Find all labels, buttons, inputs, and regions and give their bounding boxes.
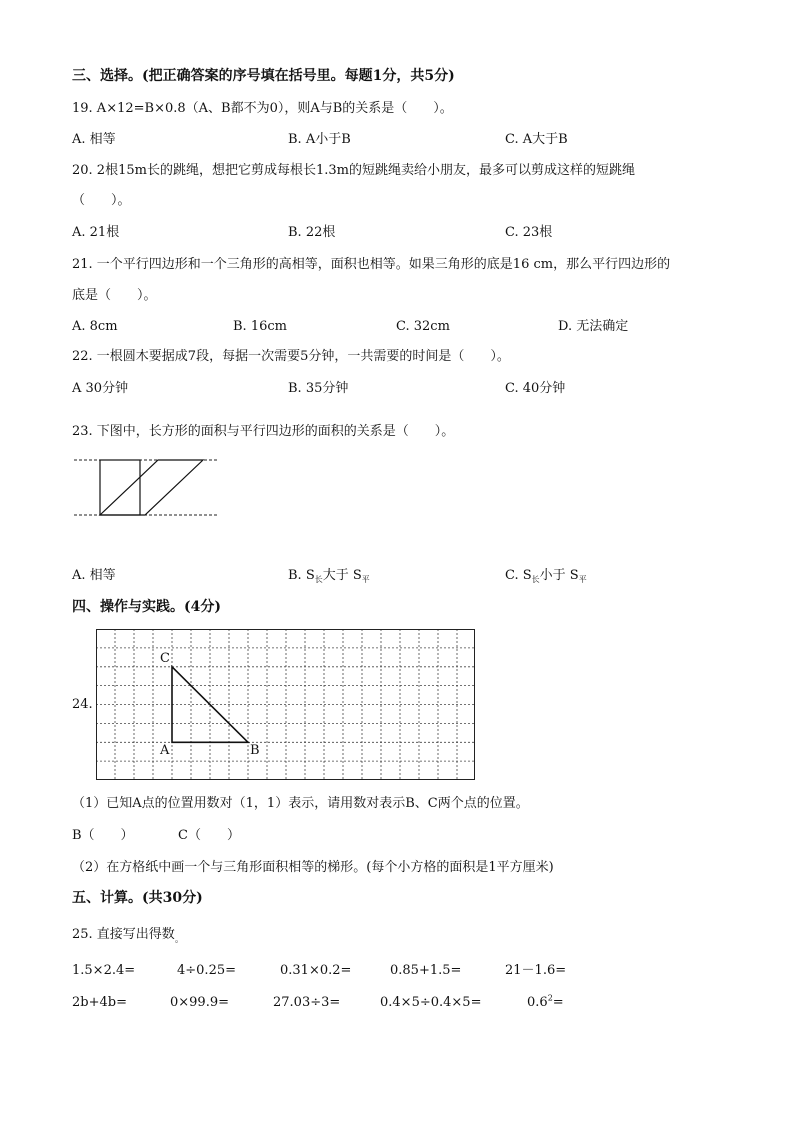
point-b-label: B — [250, 743, 260, 758]
q22-option-b: B. 35分钟 — [288, 381, 349, 396]
q22-option-a: A 30分钟 — [72, 381, 129, 396]
q19-stem: 19. A×12=B×0.8（A、B都不为0），则A与B的关系是（ ）。 — [72, 101, 453, 116]
calc-item: 21－1.6= — [505, 963, 567, 978]
calc-item: 0.85+1.5= — [390, 963, 462, 978]
calc-item: 0.4×5÷0.4×5= — [380, 995, 482, 1010]
q24-part1: （1）已知A点的位置用数对（1，1）表示，请用数对表示B、C两个点的位置。 — [72, 796, 529, 811]
calc-item: 27.03÷3= — [273, 995, 341, 1010]
parallelogram-shape — [100, 460, 203, 515]
q21-option-b: B. 16cm — [233, 319, 287, 334]
q20-option-c: C. 23根 — [505, 225, 553, 240]
q23-option-b: B. $S_长$大于 $S_平$ — [288, 568, 370, 584]
q23-option-a: A. 相等 — [72, 568, 116, 583]
q25-stem: 25. 直接写出得数$_。$ — [72, 927, 184, 945]
q20-stem: 20. 2根15m长的跳绳，想把它剪成每根长1.3m的短跳绳卖给小朋友，最多可以剪成这样的短跳绳 — [72, 163, 635, 178]
q19-option-a: A. 相等 — [72, 132, 116, 147]
q24-b-answer: B（ ） — [72, 828, 134, 843]
section5-heading: 五、计算。(共30分) — [72, 890, 203, 906]
q21-option-a: A. 8cm — [72, 319, 118, 334]
q20-stem-continued: （ ）。 — [72, 193, 131, 208]
q23-stem: 23. 下图中，长方形的面积与平行四边形的面积的关系是（ ）。 — [72, 424, 455, 439]
q24-part2: （2）在方格纸中画一个与三角形面积相等的梯形。(每个小方格的面积是1平方厘米) — [72, 860, 554, 875]
point-c-label: C — [160, 651, 170, 666]
q23-option-c: C. $S_长$小于 $S_平$ — [505, 568, 587, 584]
section3-heading: 三、选择。(把正确答案的序号填在括号里。每题1分，共5分) — [72, 68, 455, 84]
q20-option-b: B. 22根 — [288, 225, 336, 240]
calc-item-power: $0.6^2=$ — [527, 993, 564, 1010]
rectangle-shape — [100, 460, 140, 515]
q21-option-d: D. 无法确定 — [558, 319, 629, 334]
q23-figure — [72, 458, 222, 520]
section4-heading: 四、操作与实践。(4分) — [72, 599, 221, 615]
point-a-label: A — [160, 743, 170, 758]
q19-option-c: C. A大于B — [505, 132, 568, 147]
q21-stem: 21. 一个平行四边形和一个三角形的高相等，面积也相等。如果三角形的底是16 cm，那么平行四边形的 — [72, 257, 671, 272]
grid-lines — [96, 629, 475, 780]
q24-grid-figure — [96, 629, 476, 781]
calc-item: 0.31×0.2= — [280, 963, 352, 978]
q20-option-a: A. 21根 — [72, 225, 120, 240]
q19-option-b: B. A小于B — [288, 132, 351, 147]
q22-stem: 22. 一根圆木要据成7段，每据一次需要5分钟，一共需要的时间是（ ）。 — [72, 349, 510, 364]
calc-item: 0×99.9= — [170, 995, 230, 1010]
calc-item: 4÷0.25= — [177, 963, 237, 978]
q21-option-c: C. 32cm — [396, 319, 450, 334]
q21-stem-continued: 底是（ ）。 — [72, 288, 157, 303]
calc-item: 1.5×2.4= — [72, 963, 136, 978]
q24-c-answer: C（ ） — [178, 828, 240, 843]
calc-item: 2b+4b= — [72, 995, 127, 1010]
q24-number: 24. — [72, 697, 93, 712]
q22-option-c: C. 40分钟 — [505, 381, 566, 396]
